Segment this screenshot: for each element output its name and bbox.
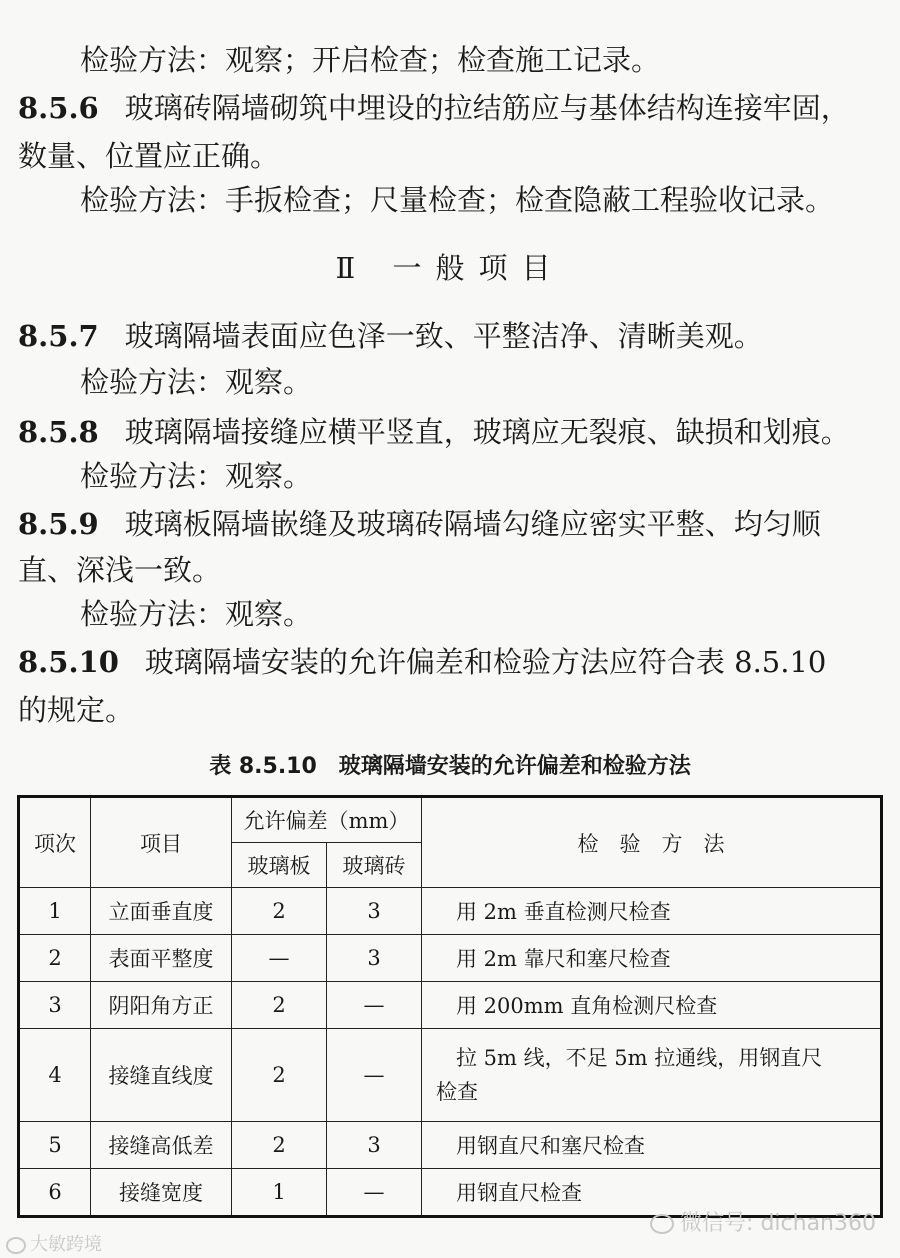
cell-method: 用 2m 垂直检测尺检查 <box>422 888 882 935</box>
cell-item: 表面平整度 <box>91 935 232 982</box>
cell-item: 接缝宽度 <box>91 1169 232 1217</box>
clause-number: 8.5.9 <box>18 507 99 541</box>
watermark-left <box>6 1230 102 1256</box>
header-no: 项次 <box>19 797 91 888</box>
cell-brick: 3 <box>327 935 422 982</box>
cell-item: 接缝直线度 <box>91 1029 232 1122</box>
cell-brick: — <box>327 1029 422 1122</box>
header-glass-plate: 玻璃板 <box>232 843 327 888</box>
table-row <box>19 1122 882 1169</box>
clause-859-line2: 直、深浅一致。 <box>18 553 222 587</box>
clause-number: 8.5.10 <box>18 645 119 679</box>
cell-plate: 2 <box>232 982 327 1029</box>
cell-method <box>422 1029 882 1122</box>
watermark-right <box>650 1206 876 1237</box>
wechat-icon <box>650 1214 674 1234</box>
table-row <box>19 982 882 1029</box>
clause-number: 8.5.7 <box>18 319 99 353</box>
cell-method: 用钢直尺检查 <box>422 1169 882 1217</box>
cell-no: 5 <box>19 1122 91 1169</box>
cell-plate: 2 <box>232 1029 327 1122</box>
header-method: 检 验 方 法 <box>422 797 882 888</box>
clause-859-line1 <box>18 504 888 544</box>
table-row <box>19 935 882 982</box>
cell-no: 3 <box>19 982 91 1029</box>
method-line2: 检查 <box>436 1080 478 1104</box>
clause-text: 玻璃砖隔墙砌筑中埋设的拉结筋应与基体结构连接牢固， <box>124 91 850 125</box>
cell-plate: 2 <box>232 888 327 935</box>
table-caption: 表 8.5.10 玻璃隔墙安装的允许偏差和检验方法 <box>209 754 691 779</box>
clause-858 <box>18 412 888 452</box>
table-header-row <box>19 797 882 843</box>
cell-item: 阴阳角方正 <box>91 982 232 1029</box>
cell-brick: — <box>327 982 422 1029</box>
watermark-text: 微信号: dichan360 <box>680 1211 876 1236</box>
cell-item: 立面垂直度 <box>91 888 232 935</box>
cell-plate: 2 <box>232 1122 327 1169</box>
header-glass-brick: 玻璃砖 <box>327 843 422 888</box>
header-deviation: 允许偏差（mm） <box>232 797 422 843</box>
table-row <box>19 1029 882 1122</box>
cell-item: 接缝高低差 <box>91 1122 232 1169</box>
clause-856-line1 <box>18 88 888 128</box>
cell-brick: — <box>327 1169 422 1217</box>
clause-number: 8.5.8 <box>18 415 99 449</box>
clause-859-method: 检验方法：观察。 <box>80 597 313 631</box>
cell-brick: 3 <box>327 888 422 935</box>
clause-856-method: 检验方法：手扳检查；尺量检查；检查隐蔽工程验收记录。 <box>80 183 835 217</box>
cell-method: 用 2m 靠尺和塞尺检查 <box>422 935 882 982</box>
clause-857 <box>18 316 888 356</box>
cell-method: 用钢直尺和塞尺检查 <box>422 1122 882 1169</box>
cell-no: 4 <box>19 1029 91 1122</box>
method-line1: 拉 5m 线，不足 5m 拉通线，用钢直尺 <box>456 1046 823 1070</box>
cell-method: 用 200mm 直角检测尺检查 <box>422 982 882 1029</box>
deviation-table <box>17 795 883 1218</box>
clause-857-method: 检验方法：观察。 <box>80 365 313 399</box>
clause-856-line2: 数量、位置应正确。 <box>18 139 280 173</box>
cell-no: 1 <box>19 888 91 935</box>
watermark-text: 大敏跨境 <box>30 1234 102 1255</box>
clause-number: 8.5.6 <box>18 91 99 125</box>
clause-text: 玻璃隔墙表面应色泽一致、平整洁净、清晰美观。 <box>124 319 763 353</box>
clause-855-method: 检验方法：观察；开启检查；检查施工记录。 <box>80 43 661 77</box>
clause-text: 玻璃隔墙接缝应横平竖直，玻璃应无裂痕、缺损和划痕。 <box>124 415 850 449</box>
clause-8510-line2: 的规定。 <box>18 693 135 727</box>
clause-text: 玻璃板隔墙嵌缝及玻璃砖隔墙勾缝应密实平整、均匀顺 <box>124 507 821 541</box>
cell-plate: 1 <box>232 1169 327 1217</box>
cell-no: 6 <box>19 1169 91 1217</box>
clause-858-method: 检验方法：观察。 <box>80 459 313 493</box>
cell-brick: 3 <box>327 1122 422 1169</box>
clause-8510-line1 <box>18 642 888 682</box>
table-row <box>19 888 882 935</box>
wechat-icon <box>6 1237 26 1254</box>
section-heading: Ⅱ 一般项目 <box>335 251 565 285</box>
clause-text: 玻璃隔墙安装的允许偏差和检验方法应符合表 8.5.10 <box>144 645 827 679</box>
cell-plate: — <box>232 935 327 982</box>
cell-no: 2 <box>19 935 91 982</box>
header-item: 项目 <box>91 797 232 888</box>
